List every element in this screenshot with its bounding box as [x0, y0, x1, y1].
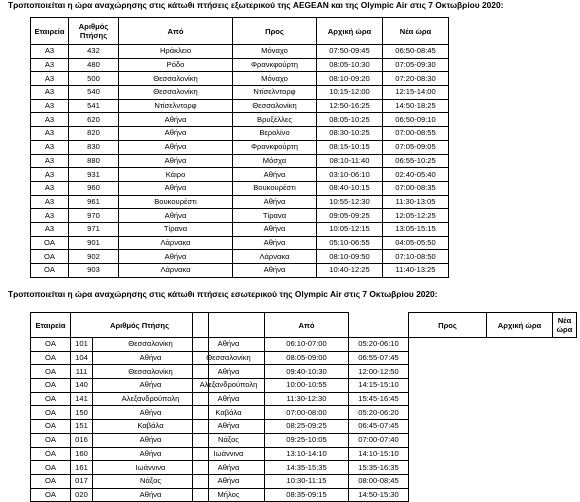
airline-cell: A3 [31, 140, 69, 154]
original-time-cell: 14:35-15:35 [265, 461, 349, 475]
table-row [31, 99, 449, 113]
original-time-cell: 03:10-06:10 [317, 168, 383, 182]
original-time-cell: 10:05-12:15 [317, 222, 383, 236]
table-header-row [193, 313, 409, 338]
to-cell: Λάρνακα [233, 250, 317, 264]
domestic-flights-table-left [30, 312, 209, 502]
header-to: Προς [409, 313, 487, 338]
flight-number-cell: 620 [69, 113, 119, 127]
from-cell: Αθήνα [93, 447, 209, 461]
to-cell: Αθήνα [233, 264, 317, 278]
new-time-cell: 12:15-14:00 [383, 86, 449, 100]
new-time-cell: 07:00-07:40 [349, 433, 409, 447]
from-cell: Ιωάννινα [93, 461, 209, 475]
to-cell: Αθήνα [193, 420, 265, 434]
table-row [31, 365, 209, 379]
flight-number-cell: 020 [71, 488, 93, 502]
table-header-row [409, 313, 577, 338]
to-cell: Φρανκφούρτη [233, 140, 317, 154]
header-original-time: Αρχική ώρα [487, 313, 553, 338]
flight-number-cell: 960 [69, 181, 119, 195]
table-row [31, 392, 209, 406]
international-flights-heading: Τροποποιείται η ώρα αναχώρησης στις κάτωθι πτήσεις εξωτερικού της AEGEAN και της Olympic Air στις 7 Οκτωβρίου 2020: [8, 0, 504, 10]
new-time-cell: 13:05-15:15 [383, 222, 449, 236]
new-time-cell: 15:35-16:35 [349, 461, 409, 475]
airline-cell: OA [31, 264, 69, 278]
flight-number-cell: 970 [69, 209, 119, 223]
new-time-cell: 07:10-08:50 [383, 250, 449, 264]
original-time-cell: 09:25-10:05 [265, 433, 349, 447]
to-cell: Βρυξέλλες [233, 113, 317, 127]
flight-number-cell: 141 [71, 392, 93, 406]
header-original-time: Αρχική ώρα [317, 18, 383, 45]
to-cell: Αθήνα [233, 195, 317, 209]
flight-number-cell: 101 [71, 338, 93, 352]
table-row [193, 447, 409, 461]
new-time-cell: 12:05-12:25 [383, 209, 449, 223]
new-time-cell: 08:00-08:45 [349, 474, 409, 488]
header-new-time: Νέα ώρα [383, 18, 449, 45]
table-row [31, 406, 209, 420]
table-row [31, 461, 209, 475]
from-cell: Αθήνα [93, 406, 209, 420]
airline-cell: OA [31, 447, 71, 461]
original-time-cell: 08:15-10:15 [317, 140, 383, 154]
original-time-cell: 11:30-12:30 [265, 392, 349, 406]
table-row [31, 72, 449, 86]
to-cell: Αθήνα [193, 461, 265, 475]
new-time-cell: 06:50-08:45 [383, 45, 449, 59]
from-cell: Αθήνα [119, 140, 233, 154]
from-cell: Λάρνακα [119, 264, 233, 278]
from-cell: Αθήνα [119, 250, 233, 264]
original-time-cell: 08:05-10:30 [317, 58, 383, 72]
domestic-flights-table-right-header [408, 312, 577, 338]
flight-number-cell: 151 [71, 420, 93, 434]
header-flight-number: Αριθμός Πτήσης [71, 313, 209, 338]
from-cell: Καβάλα [93, 420, 209, 434]
airline-cell: A3 [31, 209, 69, 223]
flight-number-cell: 104 [71, 351, 93, 365]
airline-cell: OA [31, 461, 71, 475]
to-cell: Αθήνα [193, 338, 265, 352]
flight-number-cell: 160 [71, 447, 93, 461]
original-time-cell: 13:10-14:10 [265, 447, 349, 461]
from-cell: Αλεξανδρούπολη [93, 392, 209, 406]
from-cell: Αθήνα [93, 379, 209, 393]
new-time-cell: 06:50-09:10 [383, 113, 449, 127]
from-cell: Θεσσαλονίκη [93, 365, 209, 379]
to-cell: Αθήνα [233, 236, 317, 250]
to-cell: Αθήνα [193, 392, 265, 406]
from-cell: Αθήνα [119, 181, 233, 195]
from-cell: Βουκουρέστι [119, 195, 233, 209]
from-cell: Θεσσαλονίκη [119, 72, 233, 86]
table-row [31, 264, 449, 278]
airline-cell: OA [31, 392, 71, 406]
from-cell: Τίρανα [119, 222, 233, 236]
airline-cell: A3 [31, 168, 69, 182]
airline-cell: A3 [31, 72, 69, 86]
airline-cell: OA [31, 338, 71, 352]
to-cell: Βερολίνο [233, 127, 317, 141]
header-blank [193, 313, 265, 338]
to-cell: Μόναχο [233, 72, 317, 86]
header-blank-2 [349, 313, 409, 338]
header-to: Προς [233, 18, 317, 45]
airline-cell: OA [31, 379, 71, 393]
airline-cell: A3 [31, 127, 69, 141]
table-row [31, 181, 449, 195]
airline-cell: OA [31, 250, 69, 264]
airline-cell: A3 [31, 181, 69, 195]
original-time-cell: 07:00-08:00 [265, 406, 349, 420]
to-cell: Φρανκφούρτη [233, 58, 317, 72]
to-cell: Τίρανα [233, 209, 317, 223]
airline-cell: A3 [31, 195, 69, 209]
to-cell: Μήλος [193, 488, 265, 502]
table-row [31, 86, 449, 100]
to-cell: Μόσχα [233, 154, 317, 168]
table-row [31, 433, 209, 447]
new-time-cell: 14:10-15:10 [349, 447, 409, 461]
airline-cell: OA [31, 236, 69, 250]
new-time-cell: 04:05-05:50 [383, 236, 449, 250]
original-time-cell: 08:30-10:25 [317, 127, 383, 141]
airline-cell: A3 [31, 222, 69, 236]
table-row [193, 379, 409, 393]
to-cell: Μόναχο [233, 45, 317, 59]
table-row [31, 222, 449, 236]
flight-number-cell: 961 [69, 195, 119, 209]
table-row [31, 236, 449, 250]
from-cell: Θεσσαλονίκη [93, 338, 209, 352]
from-cell: Κάιρο [119, 168, 233, 182]
from-cell: Ρόδο [119, 58, 233, 72]
original-time-cell: 08:40-10:15 [317, 181, 383, 195]
table-header-row [31, 313, 209, 338]
flight-number-cell: 541 [69, 99, 119, 113]
flight-number-cell: 971 [69, 222, 119, 236]
to-cell: Αθήνα [193, 474, 265, 488]
from-cell: Ηράκλειο [119, 45, 233, 59]
table-row [31, 58, 449, 72]
new-time-cell: 06:45-07:45 [349, 420, 409, 434]
header-airline: Εταιρεία [31, 313, 71, 338]
table-row [31, 338, 209, 352]
new-time-cell: 14:50-15:30 [349, 488, 409, 502]
flight-number-cell: 830 [69, 140, 119, 154]
table-header-row [31, 18, 449, 45]
new-time-cell: 11:30-13:05 [383, 195, 449, 209]
table-row [193, 392, 409, 406]
flight-number-cell: 161 [71, 461, 93, 475]
original-time-cell: 05:10-06:55 [317, 236, 383, 250]
new-time-cell: 05:20-06:20 [349, 406, 409, 420]
table-row [193, 420, 409, 434]
to-cell: Αλεξανδρούπολη [193, 379, 265, 393]
new-time-cell: 06:55-07:45 [349, 351, 409, 365]
to-cell: Θεσσαλονίκη [233, 99, 317, 113]
original-time-cell: 08:05-10:25 [317, 113, 383, 127]
flight-number-cell: 540 [69, 86, 119, 100]
from-cell: Αθήνα [93, 433, 209, 447]
table-row [31, 447, 209, 461]
table-row [31, 140, 449, 154]
from-cell: Αθήνα [93, 488, 209, 502]
new-time-cell: 14:50-18:25 [383, 99, 449, 113]
table-row [31, 351, 209, 365]
new-time-cell: 11:40-13:25 [383, 264, 449, 278]
table-row [193, 351, 409, 365]
table-row [193, 338, 409, 352]
original-time-cell: 08:35-09:15 [265, 488, 349, 502]
flight-number-cell: 500 [69, 72, 119, 86]
new-time-cell: 14:15-15:10 [349, 379, 409, 393]
from-cell: Θεσσαλονίκη [119, 86, 233, 100]
to-cell: Ιωάννινα [193, 447, 265, 461]
table-row [31, 250, 449, 264]
airline-cell: A3 [31, 45, 69, 59]
table-row [31, 420, 209, 434]
flight-number-cell: 901 [69, 236, 119, 250]
new-time-cell: 07:00-08:35 [383, 181, 449, 195]
table-row [193, 406, 409, 420]
from-cell: Νάξος [93, 474, 209, 488]
from-cell: Αθήνα [119, 127, 233, 141]
airline-cell: OA [31, 420, 71, 434]
table-row [31, 154, 449, 168]
table-row [193, 433, 409, 447]
table-row [31, 474, 209, 488]
original-time-cell: 10:15-12:00 [317, 86, 383, 100]
header-flight-number: Αριθμός Πτήσης [69, 18, 119, 45]
airline-cell: OA [31, 474, 71, 488]
original-time-cell: 08:10-09:20 [317, 72, 383, 86]
new-time-cell: 07:00-08:55 [383, 127, 449, 141]
new-time-cell: 06:55-10:25 [383, 154, 449, 168]
to-cell: Αθήνα [193, 365, 265, 379]
original-time-cell: 10:55-12:30 [317, 195, 383, 209]
table-row [31, 209, 449, 223]
flight-number-cell: 902 [69, 250, 119, 264]
airline-cell: OA [31, 406, 71, 420]
original-time-cell: 06:10-07:00 [265, 338, 349, 352]
airline-cell: A3 [31, 99, 69, 113]
header-airline: Εταιρεία [31, 18, 69, 45]
flight-number-cell: 111 [71, 365, 93, 379]
airline-cell: A3 [31, 154, 69, 168]
table-row [193, 474, 409, 488]
original-time-cell: 09:05-09:25 [317, 209, 383, 223]
airline-cell: OA [31, 351, 71, 365]
header-from: Από [119, 18, 233, 45]
table-row [31, 379, 209, 393]
from-cell: Λάρνακα [119, 236, 233, 250]
new-time-cell: 07:05-09:30 [383, 58, 449, 72]
airline-cell: OA [31, 488, 71, 502]
original-time-cell: 08:25-09:25 [265, 420, 349, 434]
original-time-cell: 08:10-11:40 [317, 154, 383, 168]
original-time-cell: 09:40-10:30 [265, 365, 349, 379]
flight-number-cell: 150 [71, 406, 93, 420]
flight-number-cell: 820 [69, 127, 119, 141]
from-cell: Αθήνα [119, 154, 233, 168]
airline-cell: OA [31, 365, 71, 379]
original-time-cell: 10:30-11:15 [265, 474, 349, 488]
flight-number-cell: 903 [69, 264, 119, 278]
from-cell: Ντίσελντορφ [119, 99, 233, 113]
table-row [193, 365, 409, 379]
table-row [31, 113, 449, 127]
table-row [31, 195, 449, 209]
original-time-cell: 12:50-16:25 [317, 99, 383, 113]
table-row [31, 127, 449, 141]
flight-number-cell: 432 [69, 45, 119, 59]
flight-number-cell: 480 [69, 58, 119, 72]
domestic-flights-table-middle [192, 312, 409, 502]
original-time-cell: 08:10-09:50 [317, 250, 383, 264]
international-flights-table [30, 17, 449, 278]
to-cell: Ντίσελντορφ [233, 86, 317, 100]
from-cell: Αθήνα [119, 113, 233, 127]
new-time-cell: 07:20-08:30 [383, 72, 449, 86]
from-cell: Αθήνα [93, 351, 209, 365]
header-new-time: Νέα ώρα [553, 313, 577, 338]
to-cell: Νάξος [193, 433, 265, 447]
domestic-flights-body-middle [193, 338, 409, 502]
to-cell: Αθήνα [233, 168, 317, 182]
to-cell: Βουκουρέστι [233, 181, 317, 195]
new-time-cell: 15:45-16:45 [349, 392, 409, 406]
to-cell: Καβάλα [193, 406, 265, 420]
airline-cell: OA [31, 433, 71, 447]
original-time-cell: 07:50-09:45 [317, 45, 383, 59]
flight-number-cell: 931 [69, 168, 119, 182]
airline-cell: A3 [31, 86, 69, 100]
flight-number-cell: 140 [71, 379, 93, 393]
header-from: Από [265, 313, 349, 338]
flight-number-cell: 017 [71, 474, 93, 488]
new-time-cell: 07:05-09:05 [383, 140, 449, 154]
original-time-cell: 08:05-09:00 [265, 351, 349, 365]
to-cell: Θεσσαλονίκη [193, 351, 265, 365]
table-row [31, 168, 449, 182]
original-time-cell: 10:40-12:25 [317, 264, 383, 278]
original-time-cell: 10:00-10:55 [265, 379, 349, 393]
new-time-cell: 02:40-05:40 [383, 168, 449, 182]
from-cell: Αθήνα [119, 209, 233, 223]
international-flights-body [31, 45, 449, 278]
domestic-flights-body-left [31, 338, 209, 502]
flight-number-cell: 880 [69, 154, 119, 168]
flight-number-cell: 016 [71, 433, 93, 447]
table-row [193, 461, 409, 475]
to-cell: Αθήνα [233, 222, 317, 236]
new-time-cell: 12:00-12:50 [349, 365, 409, 379]
airline-cell: A3 [31, 113, 69, 127]
airline-cell: A3 [31, 58, 69, 72]
domestic-flights-heading: Τροποποιείται η ώρα αναχώρησης στις κάτωθι πτήσεις εσωτερικού της Olympic Air στις 7 Οκτωβρίου 2020: [8, 289, 438, 299]
table-row [31, 45, 449, 59]
new-time-cell: 05:20-06:10 [349, 338, 409, 352]
